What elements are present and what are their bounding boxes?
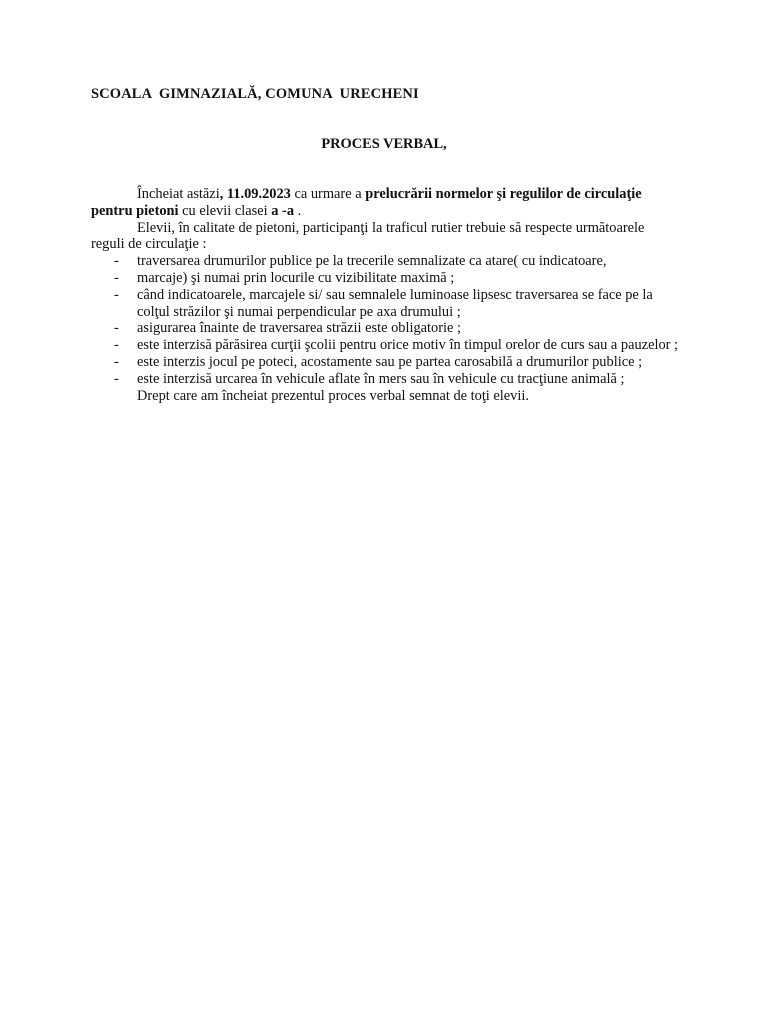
intro-text-4: . <box>294 202 302 219</box>
rule-text: marcaje) şi numai prin locurile cu vizibilitate maximă ; <box>137 269 455 286</box>
rule-text: este interzisă părăsirea curţii şcolii pentru orice motiv în timpul orelor de curs sau a pauzelor ; <box>137 337 679 354</box>
list-item <box>91 337 681 354</box>
bullet-dash: - <box>114 337 119 354</box>
rule-text: traversarea drumurilor publice pe la trecerile semnalizate ca atare( cu indicatoare, <box>137 253 607 270</box>
rules-list <box>91 253 681 387</box>
rule-text: când indicatoarele, marcajele si/ sau semnalele luminoase lipsesc traversarea se face pe la colţul străzilor şi numai perpendicular pe axa drumului ; <box>137 286 653 320</box>
bullet-dash: - <box>114 253 119 270</box>
bullet-dash: - <box>114 320 119 337</box>
school-name: SCOALA GIMNAZIALĂ, COMUNA URECHENI <box>91 86 419 102</box>
intro-text-1: Încheiat astăzi <box>137 186 220 202</box>
bullet-dash: - <box>114 353 119 370</box>
bullet-dash: - <box>114 286 119 303</box>
intro-paragraph <box>91 186 681 220</box>
intro-topic: prelucrării normelor şi regulilor de circulaţie pentru pietoni <box>91 186 642 219</box>
list-item <box>91 287 681 321</box>
intro-class: a -a <box>271 202 295 219</box>
document-body <box>91 186 681 404</box>
intro-text-3: cu elevii clasei <box>178 202 272 219</box>
rule-text: este interzisă urcarea în vehicule aflate în mers sau în vehicule cu tracţiune animală ; <box>137 370 625 387</box>
document-title: PROCES VERBAL, <box>321 136 447 152</box>
intro-text-2: ca urmare a <box>290 186 366 202</box>
list-item <box>91 253 681 270</box>
list-item <box>91 270 681 287</box>
participants-paragraph: Elevii, în calitate de pietoni, participanţi la traficul rutier trebuie să respecte următoarele reguli de circulaţie : <box>91 219 645 253</box>
closing-paragraph: Drept care am încheiat prezentul proces verbal semnat de toţi elevii. <box>137 387 529 404</box>
list-item <box>91 371 681 388</box>
bullet-dash: - <box>114 370 119 387</box>
list-item <box>91 354 681 371</box>
list-item <box>91 320 681 337</box>
rule-text: este interzis jocul pe poteci, acostamente sau pe partea carosabilă a drumurilor publice ; <box>137 353 643 370</box>
bullet-dash: - <box>114 269 119 286</box>
rule-text: asigurarea înainte de traversarea străzii este obligatorie ; <box>137 320 462 337</box>
intro-date: , 11.09.2023 <box>219 186 291 202</box>
